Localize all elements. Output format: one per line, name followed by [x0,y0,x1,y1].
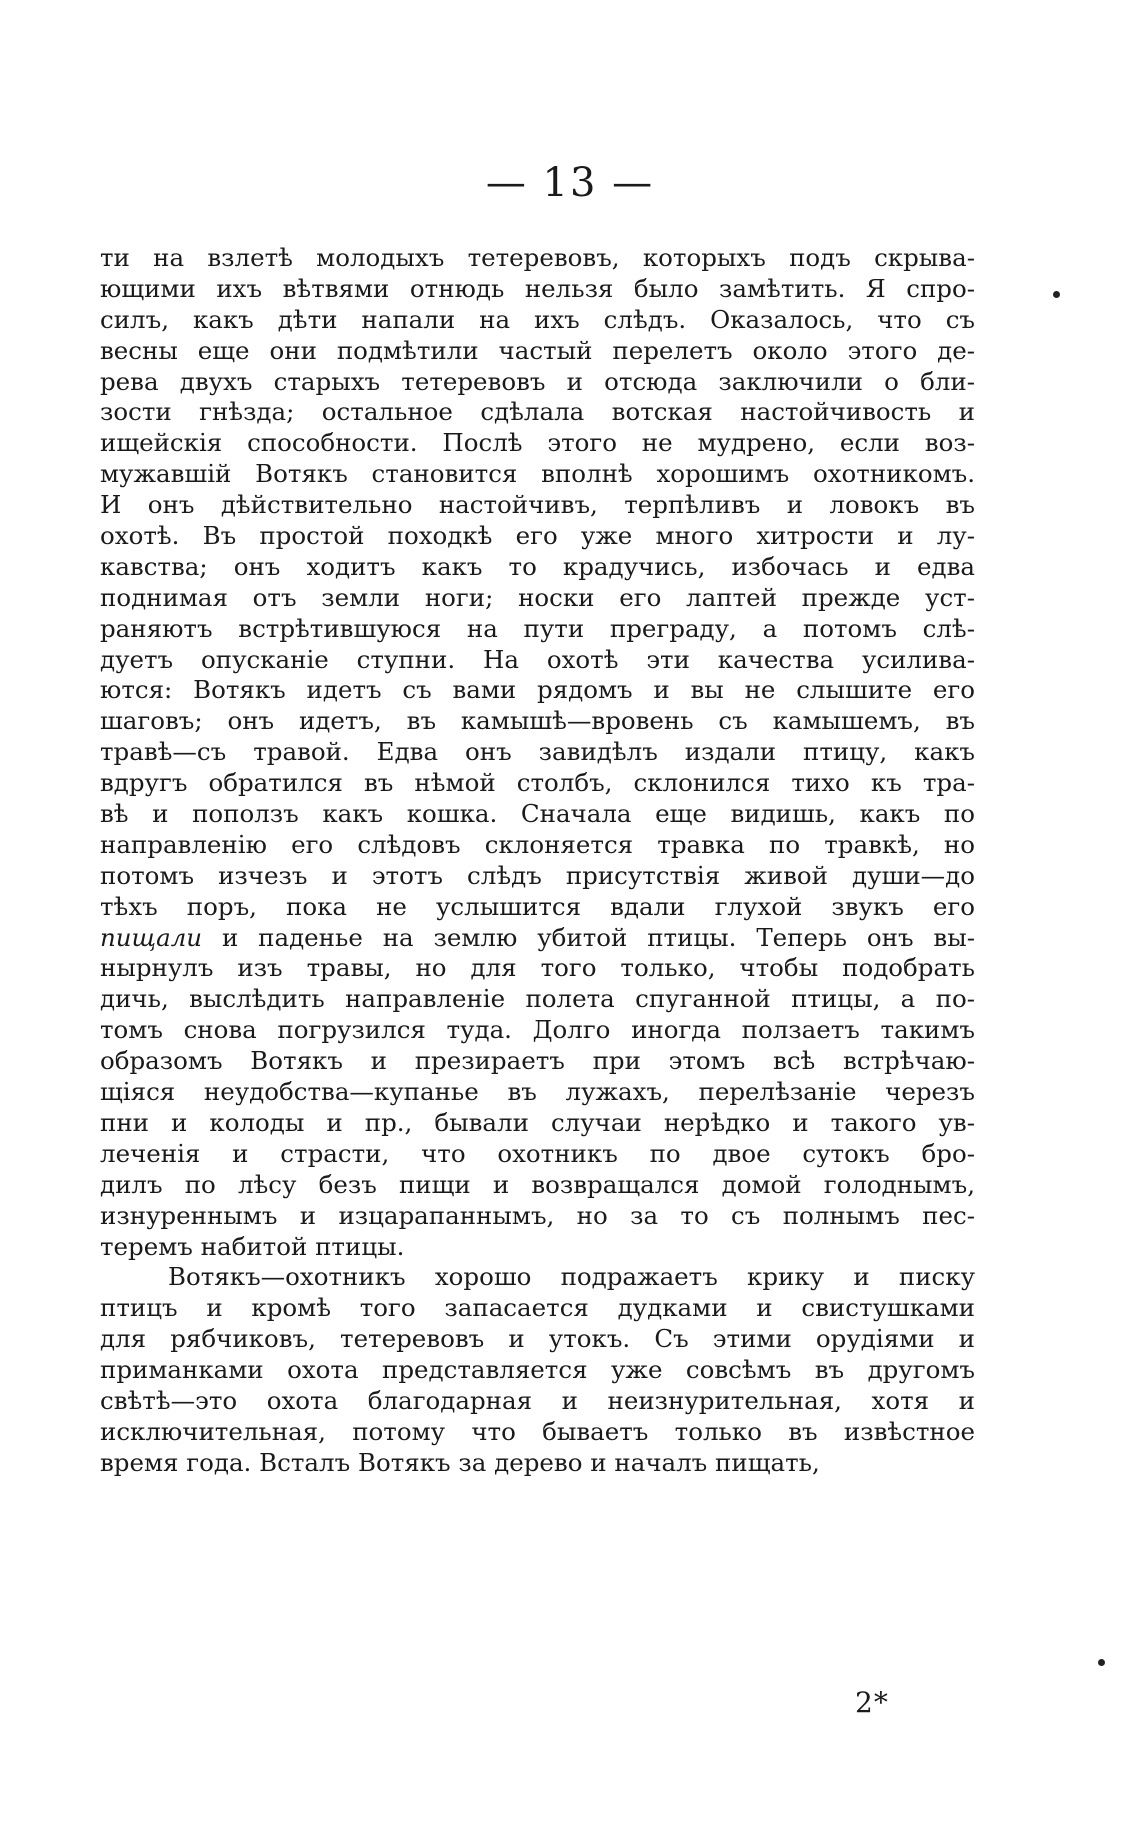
text-line: образомъ Вотякъ и презираетъ при этомъ всѣ встрѣчаю- [100,1046,975,1076]
text-line: вдругъ обратился въ нѣмой столбъ, склонился тихо къ тра- [100,768,975,798]
text-line: силъ, какъ дѣти напали на ихъ слѣдъ. Оказалось, что съ [100,304,975,334]
text-line: томъ снова погрузился туда. Долго иногда ползаетъ такимъ [100,1015,975,1045]
text-line: раняютъ встрѣтившуюся на пути преграду, а потомъ слѣ- [100,613,975,643]
text-line: пищали и паденье на землю убитой птицы. Теперь онъ вы- [100,922,975,952]
text-line: птицъ и кромѣ того запасается дудками и свистушками [100,1293,975,1323]
text-line: шаговъ; онъ идетъ, въ камышѣ—вровень съ камышемъ, въ [100,706,975,736]
printer-signature: 2* [855,1686,889,1719]
text-line: ищейскія способности. Послѣ этого не мудрено, если воз- [100,428,975,458]
text-line: дичь, выслѣдить направленіе полета спуганной птицы, а по- [100,984,975,1014]
text-line: кавства; онъ ходитъ какъ то крадучись, избочась и едва [100,551,975,581]
text-line: пни и колоды и пр., бывали случаи нерѣдко и такого ув- [100,1107,975,1137]
text-line: направленію его слѣдовъ склоняется травка по травкѣ, но [100,829,975,859]
text-line: ющими ихъ вѣтвями отнюдь нельзя было замѣтить. Я спро- [100,273,975,303]
text-line: травѣ—съ травой. Едва онъ завидѣлъ издали птицу, какъ [100,737,975,767]
text-line: тѣхъ поръ, пока не услышится вдали глухой звукъ его [100,891,975,921]
text-line: И онъ дѣйствительно настойчивъ, терпѣливъ и ловокъ въ [100,490,975,520]
text-line: приманками охота представляется уже совсѣмъ въ другомъ [100,1355,975,1385]
text-line: теремъ набитой птицы. [100,1231,405,1261]
text-line: ются: Вотякъ идетъ съ вами рядомъ и вы не слышите его [100,675,975,705]
text-line: свѣтѣ—это охота благодарная и неизнурительная, хотя и [100,1385,975,1415]
text-line: для рябчиковъ, тетеревовъ и утокъ. Съ этими орудіями и [100,1324,975,1354]
text-line: рева двухъ старыхъ тетеревовъ и отсюда заключили о бли- [100,366,975,396]
paper-speck [1098,1659,1105,1666]
page-number: — 13 — [485,160,655,206]
text-line: Вотякъ—охотникъ хорошо подражаетъ крику и писку [168,1262,975,1292]
paper-speck [1053,291,1060,298]
text-line: зости гнѣзда; остальное сдѣлала вотская настойчивость и [100,397,975,427]
text-line: весны еще они подмѣтили частый перелетъ около этого де- [100,335,975,365]
text-line: охотѣ. Въ простой походкѣ его уже много хитрости и лу- [100,521,975,551]
text-line: щіяся неудобства—купанье въ лужахъ, перелѣзаніе черезъ [100,1077,975,1107]
text-line: исключительная, потому что бываетъ только въ извѣстное [100,1416,975,1446]
text-line: время года. Всталъ Вотякъ за дерево и началъ пищать, [100,1447,820,1477]
text-line: потомъ изчезъ и этотъ слѣдъ присутствія живой души—до [100,860,975,890]
body-text [100,243,975,1479]
text-line: дилъ по лѣсу безъ пищи и возвращался домой голоднымъ, [100,1169,975,1199]
text-line: леченія и страсти, что охотникъ по двое сутокъ бро- [100,1138,975,1168]
text-line: дуетъ опусканіе ступни. На охотѣ эти качества усилива- [100,644,975,674]
text-line: мужавшій Вотякъ становится вполнѣ хорошимъ охотникомъ. [100,459,975,489]
text-line: изнуреннымъ и изцарапаннымъ, но за то съ полнымъ пес- [100,1200,975,1230]
text-line: вѣ и поползъ какъ кошка. Сначала еще видишь, какъ по [100,799,975,829]
text-line: поднимая отъ земли ноги; носки его лаптей прежде уст- [100,582,975,612]
text-line: нырнулъ изъ травы, но для того только, чтобы подобрать [100,953,975,983]
text-line: ти на взлетѣ молодыхъ тетеревовъ, которыхъ подъ скрыва- [100,243,975,272]
